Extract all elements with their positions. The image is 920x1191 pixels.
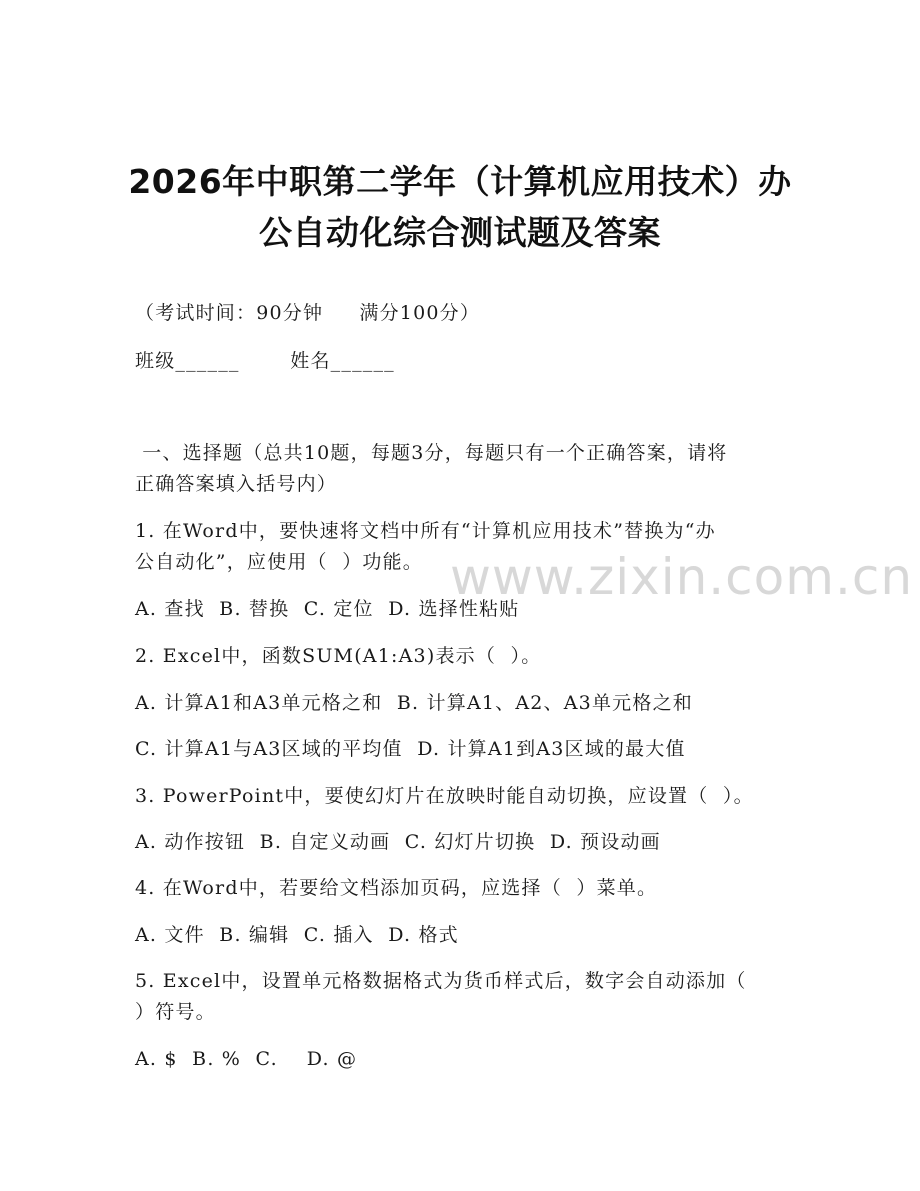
question-5-stem: 5. Excel中，设置单元格数据格式为货币样式后，数字会自动添加（ [135,970,747,992]
document-title-line-2: 公自动化综合测试题及答案 [259,213,661,252]
section-heading-line-1: 一、选择题（总共10题，每题3分，每题只有一个正确答案，请将 [135,442,728,464]
question-4-options: A. 文件 B. 编辑 C. 插入 D. 格式 [135,924,459,946]
exam-info: （考试时间：90分钟 满分100分） [135,302,481,324]
question-2-options-1: A. 计算A1和A3单元格之和 B. 计算A1、A2、A3单元格之和 [135,692,693,714]
question-1-options: A. 查找 B. 替换 C. 定位 D. 选择性粘贴 [135,598,520,620]
question-2-options-2: C. 计算A1与A3区域的平均值 D. 计算A1到A3区域的最大值 [135,738,686,760]
question-5-stem-cont: ）符号。 [135,1001,216,1023]
document-title-line-1: 2026年中职第二学年（计算机应用技术）办 [128,162,792,201]
question-2-stem: 2. Excel中，函数SUM(A1:A3)表示（ ）。 [135,645,542,667]
section-heading-line-2: 正确答案填入括号内） [135,473,338,495]
question-5-options: A. $ B. % C. D. @ [135,1048,358,1070]
question-1-stem-cont: 公自动化”，应使用（ ）功能。 [135,551,423,573]
question-1-stem: 1. 在Word中，要快速将文档中所有“计算机应用技术”替换为“办 [135,520,716,542]
question-3-stem: 3. PowerPoint中，要使幻灯片在放映时能自动切换，应设置（ ）。 [135,785,754,807]
question-3-options: A. 动作按钮 B. 自定义动画 C. 幻灯片切换 D. 预设动画 [135,831,661,853]
question-4-stem: 4. 在Word中，若要给文档添加页码，应选择（ ）菜单。 [135,877,658,899]
watermark-text: www.zixin.com.cn [450,548,914,606]
student-info: 班级______ 姓名______ [135,350,395,372]
